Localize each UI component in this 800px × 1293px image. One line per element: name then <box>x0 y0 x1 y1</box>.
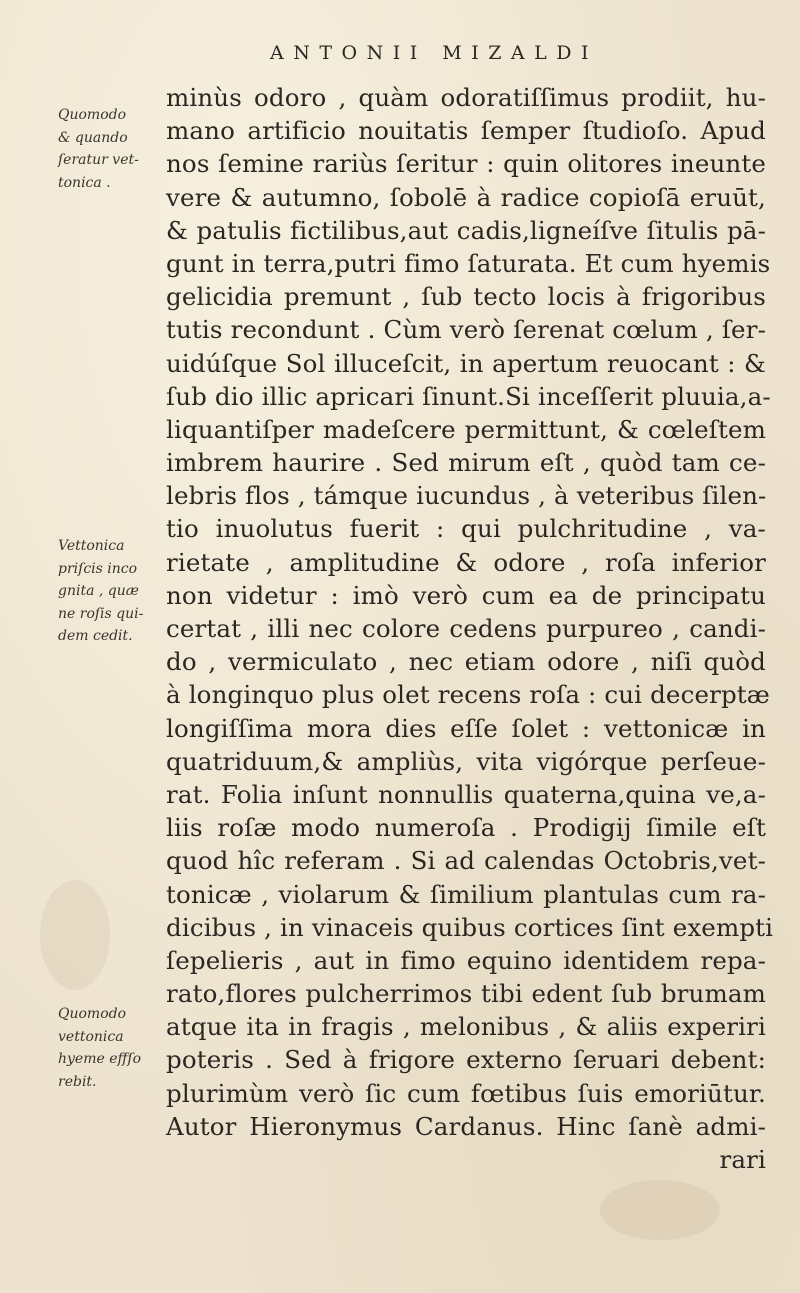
paper-stain <box>40 880 110 990</box>
text-line: imbrem haurire . Sed mirum eſt , quòd tam ce- <box>166 448 766 478</box>
paper-stain <box>600 1180 720 1240</box>
text-line: tutis recondunt . Cùm verò ſerenat cœlum , ſer- <box>166 315 766 345</box>
margin-note-line: Quomodo <box>58 107 127 123</box>
text-line: plurimùm verò ſic cum fœtibus ſuis emoriūtur. <box>166 1078 766 1108</box>
text-line: minùs odoro , quàm odoratiſſimus prodiit, hu- <box>166 83 766 112</box>
text-line: uidúſque Sol illuceſcit, in apertum reuocant : & <box>166 348 766 378</box>
margin-note-line: & quando <box>58 129 128 146</box>
main-text-block <box>166 81 774 1176</box>
margin-note <box>58 535 162 648</box>
margin-note-line: gnita , quæ <box>58 583 139 599</box>
text-line: dicibus , in vinaceis quibus cortices ſint exempti <box>166 912 774 942</box>
text-line: do , vermiculato , nec etiam odore , niſi quòd <box>166 647 766 677</box>
catchword: rari <box>719 1145 766 1174</box>
margin-note-line: priſcis inco <box>58 560 138 577</box>
margin-note-line: Quomodo <box>58 1006 127 1022</box>
margin-note-line: Vettonica <box>58 538 125 554</box>
text-line: tio inuolutus fuerit : qui pulchritudine , va- <box>166 514 766 544</box>
text-line: quod hîc referam . Si ad calendas Octobris,vet- <box>166 846 766 876</box>
margin-note-line: tonica . <box>58 174 111 191</box>
margin-note <box>58 1003 162 1093</box>
text-line: gunt in terra,putri fimo ſaturata. Et cum hyemis <box>166 248 771 278</box>
text-line: atque ita in fragis , melonibus , & aliis experiri <box>166 1012 766 1042</box>
text-line: lebris flos , támque iucundus , à veteribus ſilen- <box>166 481 767 511</box>
text-line: quatriduum,& ampliùs, vita vigórque perſeue- <box>166 746 766 776</box>
text-line: liis roſæ modo numeroſa . Prodigij ſimile eſt <box>166 813 766 843</box>
text-line: rietate , amplitudine & odore , roſa inferior <box>166 547 766 577</box>
text-line: poteris . Sed à frigore externo ſeruari debent: <box>166 1045 766 1075</box>
text-line: Autor Hieronymus Cardanus. Hinc ſanè admi- <box>166 1111 766 1141</box>
text-line: non videtur : imò verò cum ea de principatu <box>166 580 766 610</box>
text-line: & patulis fictilibus,aut cadis,ligneíſve ſitulis pā- <box>166 215 766 245</box>
text-line: tonicæ , violarum & ſimilium plantulas cum ra- <box>166 879 766 909</box>
text-line: mano artificio nouitatis ſemper ſtudioſo. Apud <box>166 116 766 146</box>
margin-note-line: ne roſis qui- <box>58 605 144 622</box>
text-line: ſub dio illic apricari ſinunt.Si inceſſerit pluuia,a- <box>166 381 771 411</box>
margin-note-line: ſeratur vet- <box>58 152 139 168</box>
text-line: vere & autumno, ſobolē à radice copioſā eruūt, <box>166 182 766 212</box>
text-line: certat , illi nec colore cedens purpureo , candi- <box>166 614 766 643</box>
text-line: rato,flores pulcherrimos tibi edent ſub brumam <box>166 979 766 1009</box>
running-head: ANTONII MIZALDI <box>270 42 599 64</box>
margin-note-line: rebit. <box>58 1073 97 1090</box>
text-line: rat. Folia inſunt nonnullis quaterna,quina ve,a- <box>166 779 766 809</box>
margin-note-line: dem cedit. <box>58 628 133 644</box>
text-line: nos ſemine rariùs ſeritur : quin olitores ineunte <box>166 149 766 179</box>
margin-note <box>58 104 162 194</box>
text-line: à longinquo plus olet recens roſa : cui decerptæ <box>166 680 770 710</box>
margin-note-line: hyeme effſo <box>58 1051 142 1067</box>
text-line: liquantiſper madeſcere permittunt, & cœleſtem <box>166 414 766 444</box>
text-line: gelicidia premunt , ſub tecto locis à frigoribus <box>166 282 766 312</box>
text-line: ſepelieris , aut in fimo equino identidem repa- <box>166 945 766 975</box>
text-line: longiſſima mora dies eſſe ſolet : vettonicæ in <box>166 713 766 743</box>
margin-note-line: vettonica <box>58 1028 124 1045</box>
